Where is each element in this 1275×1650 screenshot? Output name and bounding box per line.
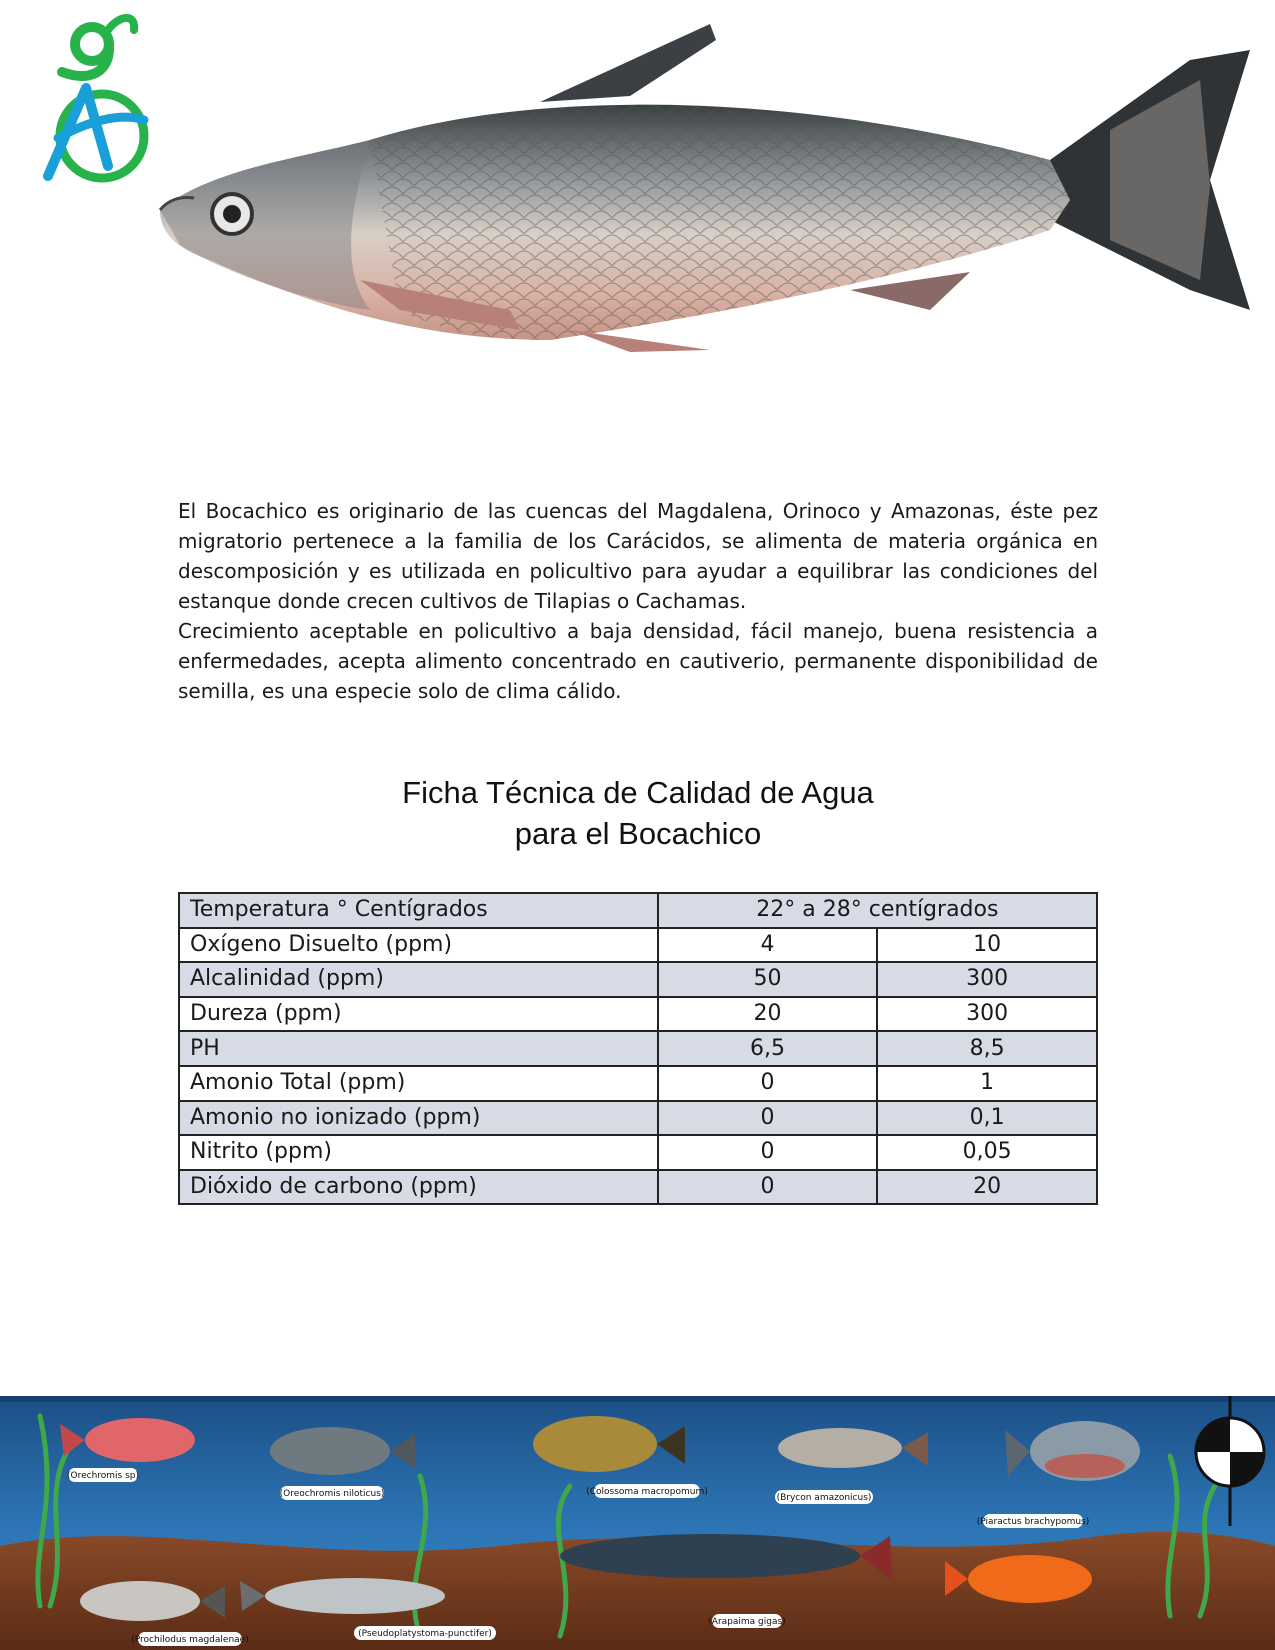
species-label: (Arapaima gigas) xyxy=(708,1617,786,1627)
min-cell: 4 xyxy=(658,928,878,963)
species-label: (Orechromis sp) xyxy=(66,1471,140,1481)
table-row xyxy=(179,1135,1097,1170)
max-cell: 1 xyxy=(877,1066,1097,1101)
range-cell: 22° a 28° centígrados xyxy=(658,893,1097,928)
aquarium-banner xyxy=(0,1396,1275,1650)
table-row xyxy=(179,1066,1097,1101)
parameter-cell: Nitrito (ppm) xyxy=(179,1135,658,1170)
table-row xyxy=(179,893,1097,928)
table-row xyxy=(179,1101,1097,1136)
table-row xyxy=(179,997,1097,1032)
species-label: (Prochilodus magdalenae) xyxy=(131,1635,249,1645)
species-label: (Pseudoplatystoma-punctifer) xyxy=(358,1629,492,1639)
parameter-cell: Alcalinidad (ppm) xyxy=(179,962,658,997)
table-row xyxy=(179,1031,1097,1066)
min-cell: 0 xyxy=(658,1066,878,1101)
species-label: (Piaractus brachypomus) xyxy=(976,1517,1090,1527)
min-cell: 0 xyxy=(658,1170,878,1205)
species-description xyxy=(178,496,1098,706)
parameter-cell: Dióxido de carbono (ppm) xyxy=(179,1170,658,1205)
max-cell: 0,1 xyxy=(877,1101,1097,1136)
max-cell: 10 xyxy=(877,928,1097,963)
max-cell: 8,5 xyxy=(877,1031,1097,1066)
min-cell: 0 xyxy=(658,1101,878,1136)
parameter-cell: PH xyxy=(179,1031,658,1066)
min-cell: 50 xyxy=(658,962,878,997)
min-cell: 20 xyxy=(658,997,878,1032)
min-cell: 0 xyxy=(658,1135,878,1170)
table-row xyxy=(179,962,1097,997)
parameter-cell: Temperatura ° Centígrados xyxy=(179,893,658,928)
min-cell: 6,5 xyxy=(658,1031,878,1066)
max-cell: 300 xyxy=(877,962,1097,997)
sheet-title-line: para el Bocachico xyxy=(514,816,762,851)
sheet-title-line: Ficha Técnica de Calidad de Agua xyxy=(402,775,874,810)
description-paragraph: El Bocachico es originario de las cuencas del Magdalena, Orinoco y Amazonas, éste pez migratorio pertenece a la familia de los Carácidos, se alimenta de materia orgánica en descomposición y es utilizada en policultivo para ayudar a equilibrar las condiciones del estanque donde crecen cultivos de Tilapias o Cachamas. xyxy=(178,499,1098,613)
description-paragraph: Crecimiento aceptable en policultivo a baja densidad, fácil manejo, buena resistencia a enfermedades, acepta alimento concentrado en cautiverio, permanente disponibilidad de semilla, es una especie solo de clima cálido. xyxy=(178,619,1098,703)
max-cell: 300 xyxy=(877,997,1097,1032)
table-row xyxy=(179,1170,1097,1205)
species-label: (Colossoma macropomum) xyxy=(586,1487,708,1497)
parameter-cell: Oxígeno Disuelto (ppm) xyxy=(179,928,658,963)
species-label: (Brycon amazonicus) xyxy=(776,1493,872,1503)
max-cell: 20 xyxy=(877,1170,1097,1205)
sheet-title xyxy=(178,772,1098,854)
bocachico-fish-image xyxy=(150,10,1260,370)
parameter-cell: Amonio Total (ppm) xyxy=(179,1066,658,1101)
table-row xyxy=(179,928,1097,963)
max-cell: 0,05 xyxy=(877,1135,1097,1170)
parameter-cell: Amonio no ionizado (ppm) xyxy=(179,1101,658,1136)
parameter-cell: Dureza (ppm) xyxy=(179,997,658,1032)
ga-logo xyxy=(36,6,160,186)
water-quality-table xyxy=(178,892,1098,1205)
species-label: (Oreochromis niloticus) xyxy=(279,1489,385,1499)
